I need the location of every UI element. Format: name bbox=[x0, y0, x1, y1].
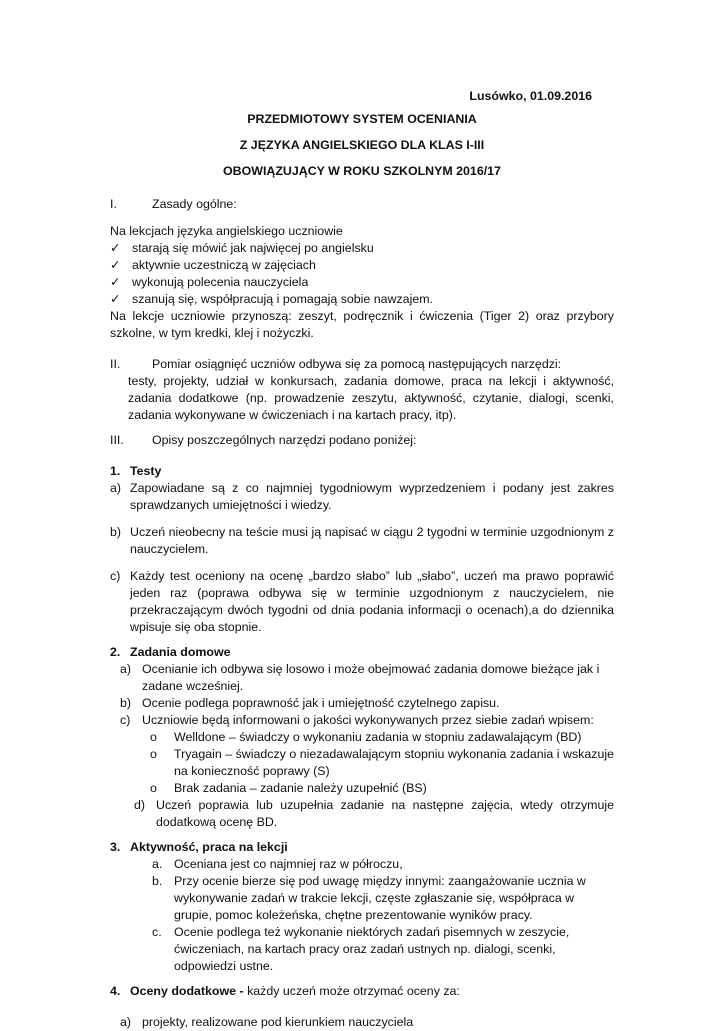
list-text: Ocenianie ich odbywa się losowo i może obejmować zadania domowe bieżące jak i zadane wcześniej. bbox=[142, 662, 600, 693]
heading-rest: każdy uczeń może otrzymać oceny za: bbox=[247, 984, 460, 998]
section-2-heading bbox=[110, 356, 614, 373]
list-label: a) bbox=[120, 1015, 132, 1029]
circle-bullet-icon: o bbox=[150, 781, 157, 795]
heading-title: Testy bbox=[130, 464, 162, 478]
section-title: Opisy poszczególnych narzędzi podano poniżej: bbox=[152, 433, 417, 447]
heading-number: 3. bbox=[110, 840, 121, 854]
list-label: b) bbox=[120, 696, 132, 710]
check-item bbox=[110, 291, 614, 308]
list-text: projekty, realizowane pod kierunkiem nauczyciela bbox=[142, 1015, 414, 1029]
sub-list-text: Tryagain – świadczy o niezadawalającym stopniu wykonania zadania i wskazuje na konieczność poprawy (S) bbox=[174, 747, 614, 778]
testy-heading bbox=[110, 463, 614, 480]
list-item bbox=[110, 661, 614, 695]
list-label: c) bbox=[110, 569, 121, 583]
place-date: Lusówko, 01.09.2016 bbox=[469, 89, 592, 103]
section-1-after: Na lekcje uczniowie przynoszą: zeszyt, podręcznik i ćwiczenia (Tiger 2) oraz przybory szkolne, w tym kredki, klej i nożyczki. bbox=[110, 309, 614, 340]
checkmark-icon: ✓ bbox=[110, 241, 121, 255]
list-label: d) bbox=[134, 798, 146, 812]
title-line-3: OBOWIĄZUJĄCY W ROKU SZKOLNYM 2016/17 bbox=[223, 164, 501, 178]
list-item bbox=[110, 1014, 614, 1031]
section-title: Zasady ogólne: bbox=[152, 197, 237, 211]
sub-list-item bbox=[110, 780, 614, 797]
document-body bbox=[110, 196, 614, 1031]
circle-bullet-icon: o bbox=[150, 747, 157, 761]
list-item bbox=[110, 712, 614, 729]
sub-list-text: Brak zadania – zadanie należy uzupełnić (BS) bbox=[174, 781, 427, 795]
title-line-1: PRZEDMIOTOWY SYSTEM OCENIANIA bbox=[247, 112, 477, 126]
aktywnosc-heading bbox=[110, 839, 614, 856]
heading-number: 2. bbox=[110, 645, 121, 659]
list-item bbox=[110, 568, 614, 636]
list-item bbox=[110, 856, 614, 873]
list-item bbox=[110, 695, 614, 712]
section-1-heading bbox=[110, 196, 614, 213]
list-label: c. bbox=[152, 925, 162, 939]
heading-title: Aktywność, praca na lekcji bbox=[130, 840, 288, 854]
section-3-heading bbox=[110, 432, 614, 449]
sub-list-item bbox=[110, 746, 614, 780]
title-line-2: Z JĘZYKA ANGIELSKIEGO DLA KLAS I-III bbox=[239, 138, 485, 152]
list-label: a) bbox=[110, 481, 122, 495]
section-title: Pomiar osiągnięć uczniów odbywa się za pomocą następujących narzędzi: bbox=[152, 357, 562, 371]
heading-number: 1. bbox=[110, 464, 121, 478]
list-label: b) bbox=[110, 525, 122, 539]
section-number: II. bbox=[110, 357, 121, 371]
sub-list-item bbox=[110, 729, 614, 746]
list-item bbox=[110, 797, 614, 831]
list-label: c) bbox=[120, 713, 131, 727]
list-label: a. bbox=[152, 857, 163, 871]
sub-list-text: Welldone – świadczy o wykonaniu zadania w stopniu zadawalającym (BD) bbox=[174, 730, 582, 744]
check-item-text: starają się mówić jak najwięcej po angielsku bbox=[132, 241, 374, 255]
section-1-intro: Na lekcjach języka angielskiego uczniowie bbox=[110, 224, 343, 238]
list-text: Zapowiadane są z co najmniej tygodniowym wyprzedzeniem i podany jest zakres sprawdzanych umiejętności i wiedzy. bbox=[130, 481, 614, 512]
list-text: Ocenie podlega też wykonanie niektórych zadań pisemnych w zeszycie, ćwiczeniach, na kartach pracy oraz zadań ustnych np. dialogi, scenki, odpowiedzi ustne. bbox=[174, 925, 570, 973]
check-item-text: wykonują polecenia nauczyciela bbox=[132, 275, 309, 289]
circle-bullet-icon: o bbox=[150, 730, 157, 744]
list-text: Ocenie podlega poprawność jak i umiejętność czytelnego zapisu. bbox=[142, 696, 500, 710]
list-item bbox=[110, 480, 614, 514]
check-item bbox=[110, 274, 614, 291]
list-text: Każdy test oceniony na ocenę „bardzo słabo” lub „słabo”, uczeń ma prawo poprawić jeden raz (poprawa odbywa się w terminie uzgodnionym z nauczycielem, nie przekraczającym dwóch tygodni od dnia podania informacji o ocenach),a do dziennika wpisuje się oba stopnie. bbox=[130, 569, 614, 634]
check-item bbox=[110, 240, 614, 257]
list-label: a) bbox=[120, 662, 132, 676]
heading-title: Oceny dodatkowe - bbox=[130, 984, 244, 998]
list-text: Uczeń nieobecny na teście musi ją napisać w ciągu 2 tygodni w terminie uzgodnionym z nauczycielem. bbox=[130, 525, 614, 556]
list-item bbox=[110, 873, 614, 924]
list-text: Uczniowie będą informowani o jakości wykonywanych przez siebie zadań wpisem: bbox=[142, 713, 594, 727]
list-item bbox=[110, 524, 614, 558]
checkmark-icon: ✓ bbox=[110, 275, 121, 289]
list-item bbox=[110, 924, 614, 975]
check-item-text: aktywnie uczestniczą w zajęciach bbox=[132, 258, 316, 272]
heading-number: 4. bbox=[110, 984, 121, 998]
heading-title: Zadania domowe bbox=[130, 645, 231, 659]
dodatkowe-heading bbox=[110, 983, 614, 1000]
zadania-heading bbox=[110, 644, 614, 661]
section-number: I. bbox=[110, 197, 117, 211]
section-2-body: testy, projekty, udział w konkursach, zadania domowe, praca na lekcji i aktywność, zadania dodatkowe (np. prowadzenie zeszytu, aktywność, czytanie, dialogi, scenki, zadania wykonywane w ćwiczeniach i na kartach pracy, itp). bbox=[128, 374, 614, 422]
list-text: Uczeń poprawia lub uzupełnia zadanie na następne zajęcia, wtedy otrzymuje dodatkową ocenę BD. bbox=[156, 798, 614, 829]
list-text: Przy ocenie bierze się pod uwagę między innymi: zaangażowanie ucznia w wykonywanie zadań w trakcie lekcji, częste zgłaszanie się, współpraca w grupie, pomoc koleżeńska, chętne prezentowanie wyników pracy. bbox=[174, 874, 586, 922]
checkmark-icon: ✓ bbox=[110, 292, 121, 306]
list-label: b. bbox=[152, 874, 163, 888]
check-item bbox=[110, 257, 614, 274]
list-text: Oceniana jest co najmniej raz w półroczu, bbox=[174, 857, 403, 871]
check-item-text: szanują się, współpracują i pomagają sobie nawzajem. bbox=[132, 292, 433, 306]
section-number: III. bbox=[110, 433, 124, 447]
checkmark-icon: ✓ bbox=[110, 258, 121, 272]
